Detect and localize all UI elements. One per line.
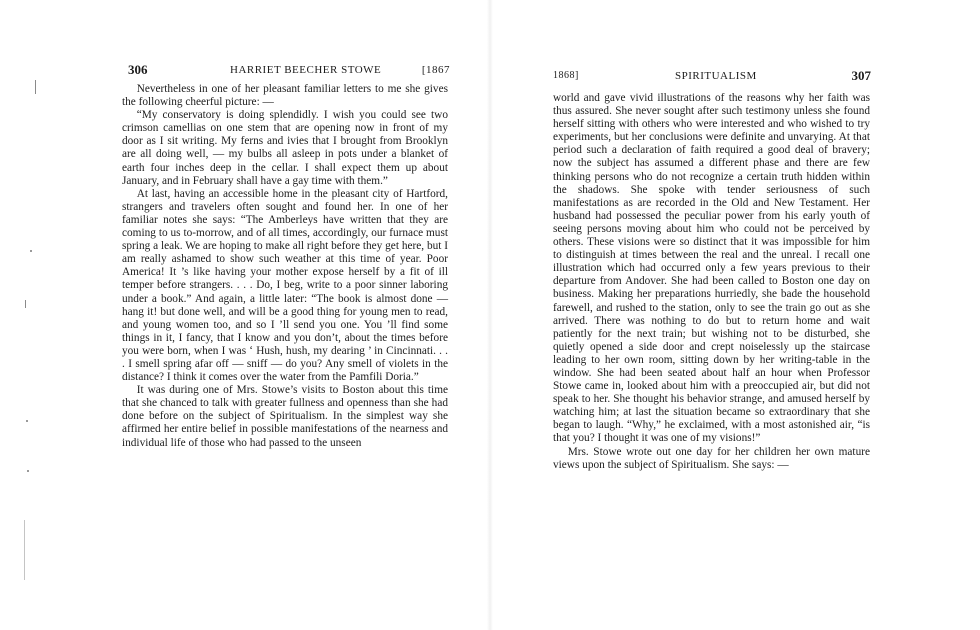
right-page-year: 1868] <box>553 70 579 81</box>
right-page-number: 307 <box>851 68 871 83</box>
paragraph: Nevertheless in one of her pleasant familiar letters to me she gives the following cheerful picture: — <box>122 83 448 109</box>
left-page-header <box>128 62 450 78</box>
right-page-body <box>553 92 870 472</box>
paragraph: world and gave vivid illustrations of the reasons why her faith was thus assured. She never sought after such testimony unless she found herself sitting with others who were interested and who wished to try experiments, but her conclusions were definite and unvarying. At that period such a declaration of faith required a good deal of bravery; now the subject has assumed a different phase and there are few thinking persons who do not recognize a certain truth hidden within the shadows. She spoke with tender seriousness of such manifestations as are recorded in the Old and New Testament. Her husband had possessed the peculiar power from his early youth of seeing persons moving about him who could not be perceived by others. These visions were so distinct that it was impossible for him to distinguish at times between the real and the unreal. I recall one illustration which had occurred only a few years previous to their departure from Andover. She had been called to Boston one day on business. Making her preparations hurriedly, she bade the household farewell, and rushed to the station, only to see the train go out as she arrived. There was nothing to do but to return home and wait patiently for the next train; but wishing not to be disturbed, she quietly opened a side door and crept noiselessly up the staircase leading to her own room, sitting down by her writing-table in the window. She had been seated about half an hour when Professor Stowe came in, looked about him with a preoccupied air, but did not speak to her. She thought his behavior strange, and amused herself by watching him; at last the situation became so extraordinary that she began to laugh. “Why,” he exclaimed, with a most astonished air, “is that you? I thought it was one of my visions!” <box>553 92 870 445</box>
left-page-year: [1867 <box>421 64 450 76</box>
right-page <box>490 0 980 630</box>
right-page-header <box>553 68 871 84</box>
left-page-body <box>122 83 448 450</box>
left-running-title: HARRIET BEECHER STOWE <box>230 64 382 76</box>
left-page-number: 306 <box>128 62 148 77</box>
right-running-title: SPIRITUALISM <box>675 70 757 82</box>
paragraph: At last, having an accessible home in the pleasant city of Hartford, strangers and travelers often sought and found her. In one of her familiar notes she says: “The Amberleys have written that they are coming to us to-morrow, and of all times, accordingly, our furnace must spring a leak. We are hoping to make all right before they get here, but I am really ashamed to show such weather at this time of year. Poor America! It ’s like having your mother expose herself by a fit of ill temper before strangers. . . . Do, I beg, write to a poor sinner laboring under a book.” And again, a little later: “The book is almost done — hang it! but done well, and will be a good thing for young men to read, and young women too, and so I ’ll send you one. You ’ll find some things in it, I fancy, that I know and you don’t, about the times before you were born, when I was ‘ Hush, hush, my dearing ’ in Cincinnati. . . . I smell spring afar off — sniff — do you? Any smell of violets in the distance? I think it comes over the water from the Pamfili Doria.” <box>122 187 448 384</box>
paragraph: Mrs. Stowe wrote out one day for her children her own mature views upon the subject of Spiritualism. She says: — <box>553 445 870 471</box>
paragraph: It was during one of Mrs. Stowe’s visits to Boston about this time that she chanced to talk with greater fullness and openness than she had done before on the subject of Spiritualism. In the simplest way she affirmed her entire belief in possible manifestations of the nearness and individual life of those who had passed to the unseen <box>122 384 448 449</box>
paragraph: “My conservatory is doing splendidly. I wish you could see two crimson camellias on one stem that are opening now in front of my door as I sit writing. My ferns and ivies that I brought from Brooklyn are all doing well, — my bulbs all asleep in pots under a blanket of earth four inches deep in the cellar. I shall expect them up about January, and in February shall have a gay time with them.” <box>122 109 448 187</box>
